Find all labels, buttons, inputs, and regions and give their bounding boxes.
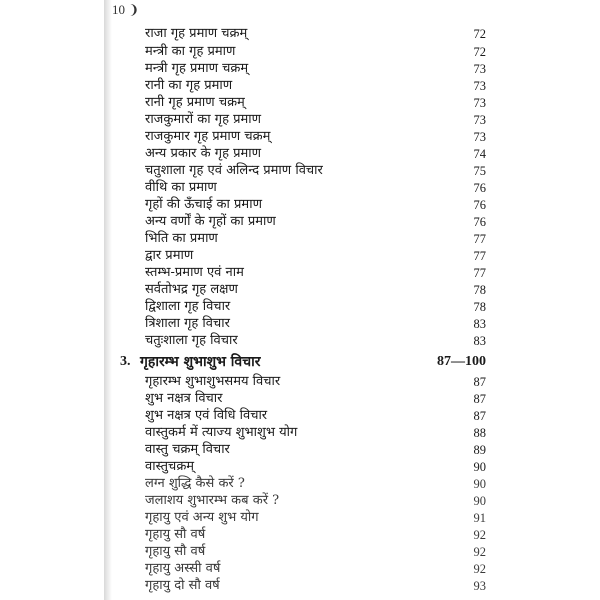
toc-entry bbox=[0, 111, 600, 129]
toc-entry-page: 88 bbox=[473, 426, 486, 440]
toc-entry-page: 73 bbox=[473, 96, 486, 110]
toc-entry bbox=[0, 492, 600, 510]
toc-entry bbox=[0, 526, 600, 544]
toc-entry-page: 93 bbox=[473, 579, 486, 593]
toc-entry-page: 90 bbox=[473, 460, 486, 474]
toc-entry-page: 87 bbox=[473, 375, 486, 389]
toc-entry-title: चतुःशाला गृह विचार bbox=[145, 333, 238, 348]
toc-entry-title: शुभ नक्षत्र विचार bbox=[145, 391, 223, 406]
toc-entry bbox=[0, 25, 600, 43]
toc-entry bbox=[0, 577, 600, 595]
toc-entry-title: अन्य वर्णों के गृहों का प्रमाण bbox=[145, 214, 276, 229]
toc-entry-title: लग्न शुद्धि कैसे करें ? bbox=[145, 476, 245, 491]
toc-entry-page: 78 bbox=[473, 300, 486, 314]
toc-entry-page: 92 bbox=[473, 562, 486, 576]
section-page-range: 87—100 bbox=[437, 354, 486, 369]
toc-entry bbox=[0, 196, 600, 214]
page-number: 10 ❩ bbox=[112, 2, 140, 17]
toc-entry-page: 90 bbox=[473, 494, 486, 508]
toc-entry-page: 78 bbox=[473, 283, 486, 297]
toc-entry-page: 91 bbox=[473, 511, 486, 525]
toc-entry-page: 75 bbox=[473, 164, 486, 178]
toc-entry bbox=[0, 213, 600, 231]
toc-entry-page: 92 bbox=[473, 528, 486, 542]
toc-entry-title: भिति का प्रमाण bbox=[145, 231, 218, 246]
toc-entry-page: 72 bbox=[473, 45, 486, 59]
toc-entry bbox=[0, 230, 600, 248]
toc-entry-page: 89 bbox=[473, 443, 486, 457]
toc-entry-title: गृहों की ऊँचाई का प्रमाण bbox=[145, 197, 262, 212]
toc-entry-title: जलाशय शुभारम्भ कब करें ? bbox=[145, 493, 280, 508]
toc-entry bbox=[0, 390, 600, 408]
toc-entry-title: चतुशाला गृह एवं अलिन्द प्रमाण विचार bbox=[145, 163, 323, 178]
toc-entry-title: मन्त्री का गृह प्रमाण bbox=[145, 44, 236, 59]
toc-entry-title: वास्तुचक्रम् bbox=[145, 459, 195, 474]
toc-entry bbox=[0, 475, 600, 493]
toc-entry-page: 87 bbox=[473, 392, 486, 406]
toc-entry bbox=[0, 145, 600, 163]
toc-entry-title: रानी का गृह प्रमाण bbox=[145, 78, 233, 93]
toc-entry-page: 83 bbox=[473, 334, 486, 348]
toc-entry-title: राजकुमारों का गृह प्रमाण bbox=[145, 112, 262, 127]
toc-entry bbox=[0, 162, 600, 180]
toc-entry-title: अन्य प्रकार के गृह प्रमाण bbox=[145, 146, 262, 161]
toc-entry bbox=[0, 77, 600, 95]
toc-entry bbox=[0, 373, 600, 391]
section-number: 3. bbox=[120, 354, 131, 369]
toc-entry-page: 76 bbox=[473, 198, 486, 212]
toc-entry-title: गृहायु सौ वर्ष bbox=[145, 544, 206, 559]
toc-entry bbox=[0, 264, 600, 282]
toc-entry-title: गृहायु सौ वर्ष bbox=[145, 527, 206, 542]
toc-entry-page: 72 bbox=[473, 27, 486, 41]
toc-entry-page: 92 bbox=[473, 545, 486, 559]
toc-entry bbox=[0, 424, 600, 442]
toc-entry bbox=[0, 407, 600, 425]
toc-entry-title: गृहारम्भ शुभाशुभसमय विचार bbox=[145, 374, 281, 389]
toc-entry-page: 73 bbox=[473, 130, 486, 144]
toc-entry bbox=[0, 298, 600, 316]
toc-entry-title: गृहायु दो सौ वर्ष bbox=[145, 578, 220, 593]
toc-entry bbox=[0, 560, 600, 578]
toc-entry-title: गृहायु एवं अन्य शुभ योग bbox=[145, 510, 259, 525]
toc-entry-page: 77 bbox=[473, 232, 486, 246]
toc-entry-title: वास्तुकर्म में त्याज्य शुभाशुभ योग bbox=[145, 425, 298, 440]
toc-entry-title: द्वार प्रमाण bbox=[145, 248, 194, 263]
toc-entry-title: स्तम्भ-प्रमाण एवं नाम bbox=[145, 265, 244, 280]
toc-entry bbox=[0, 509, 600, 527]
toc-entry-page: 74 bbox=[473, 147, 486, 161]
toc-entry bbox=[0, 281, 600, 299]
toc-entry-title: राजा गृह प्रमाण चक्रम् bbox=[145, 26, 248, 41]
section-heading bbox=[0, 353, 600, 371]
toc-entry-page: 90 bbox=[473, 477, 486, 491]
toc-entry bbox=[0, 458, 600, 476]
toc-entry bbox=[0, 43, 600, 61]
toc-entry-title: सर्वतोभद्र गृह लक्षण bbox=[145, 282, 238, 297]
toc-entry-page: 76 bbox=[473, 181, 486, 195]
toc-entry bbox=[0, 60, 600, 78]
toc-entry-title: वीथि का प्रमाण bbox=[145, 180, 217, 195]
toc-entry-page: 77 bbox=[473, 249, 486, 263]
toc-entry-title: रानी गृह प्रमाण चक्रम् bbox=[145, 95, 245, 110]
toc-entry-page: 73 bbox=[473, 113, 486, 127]
section-title: गृहारम्भ शुभाशुभ विचार bbox=[140, 354, 261, 370]
toc-entry bbox=[0, 441, 600, 459]
toc-entry bbox=[0, 247, 600, 265]
toc-entry bbox=[0, 94, 600, 112]
toc-entry-title: वास्तु चक्रम् विचार bbox=[145, 442, 230, 457]
toc-entry bbox=[0, 315, 600, 333]
toc-entry-page: 87 bbox=[473, 409, 486, 423]
toc-entry-page: 73 bbox=[473, 79, 486, 93]
toc-entry-title: गृहायु अस्सी वर्ष bbox=[145, 561, 221, 576]
toc-entry-page: 77 bbox=[473, 266, 486, 280]
toc-entry-page: 83 bbox=[473, 317, 486, 331]
toc-entry-title: त्रिशाला गृह विचार bbox=[145, 316, 230, 331]
toc-entry-page: 76 bbox=[473, 215, 486, 229]
toc-entry-page: 73 bbox=[473, 62, 486, 76]
toc-entry bbox=[0, 543, 600, 561]
toc-entry-title: राजकुमार गृह प्रमाण चक्रम् bbox=[145, 129, 271, 144]
toc-entry bbox=[0, 332, 600, 350]
toc-entry bbox=[0, 179, 600, 197]
toc-entry-title: द्विशाला गृह विचार bbox=[145, 299, 231, 314]
toc-entry-title: शुभ नक्षत्र एवं विधि विचार bbox=[145, 408, 268, 423]
toc-entry bbox=[0, 128, 600, 146]
toc-entry-title: मन्त्री गृह प्रमाण चक्रम् bbox=[145, 61, 249, 76]
